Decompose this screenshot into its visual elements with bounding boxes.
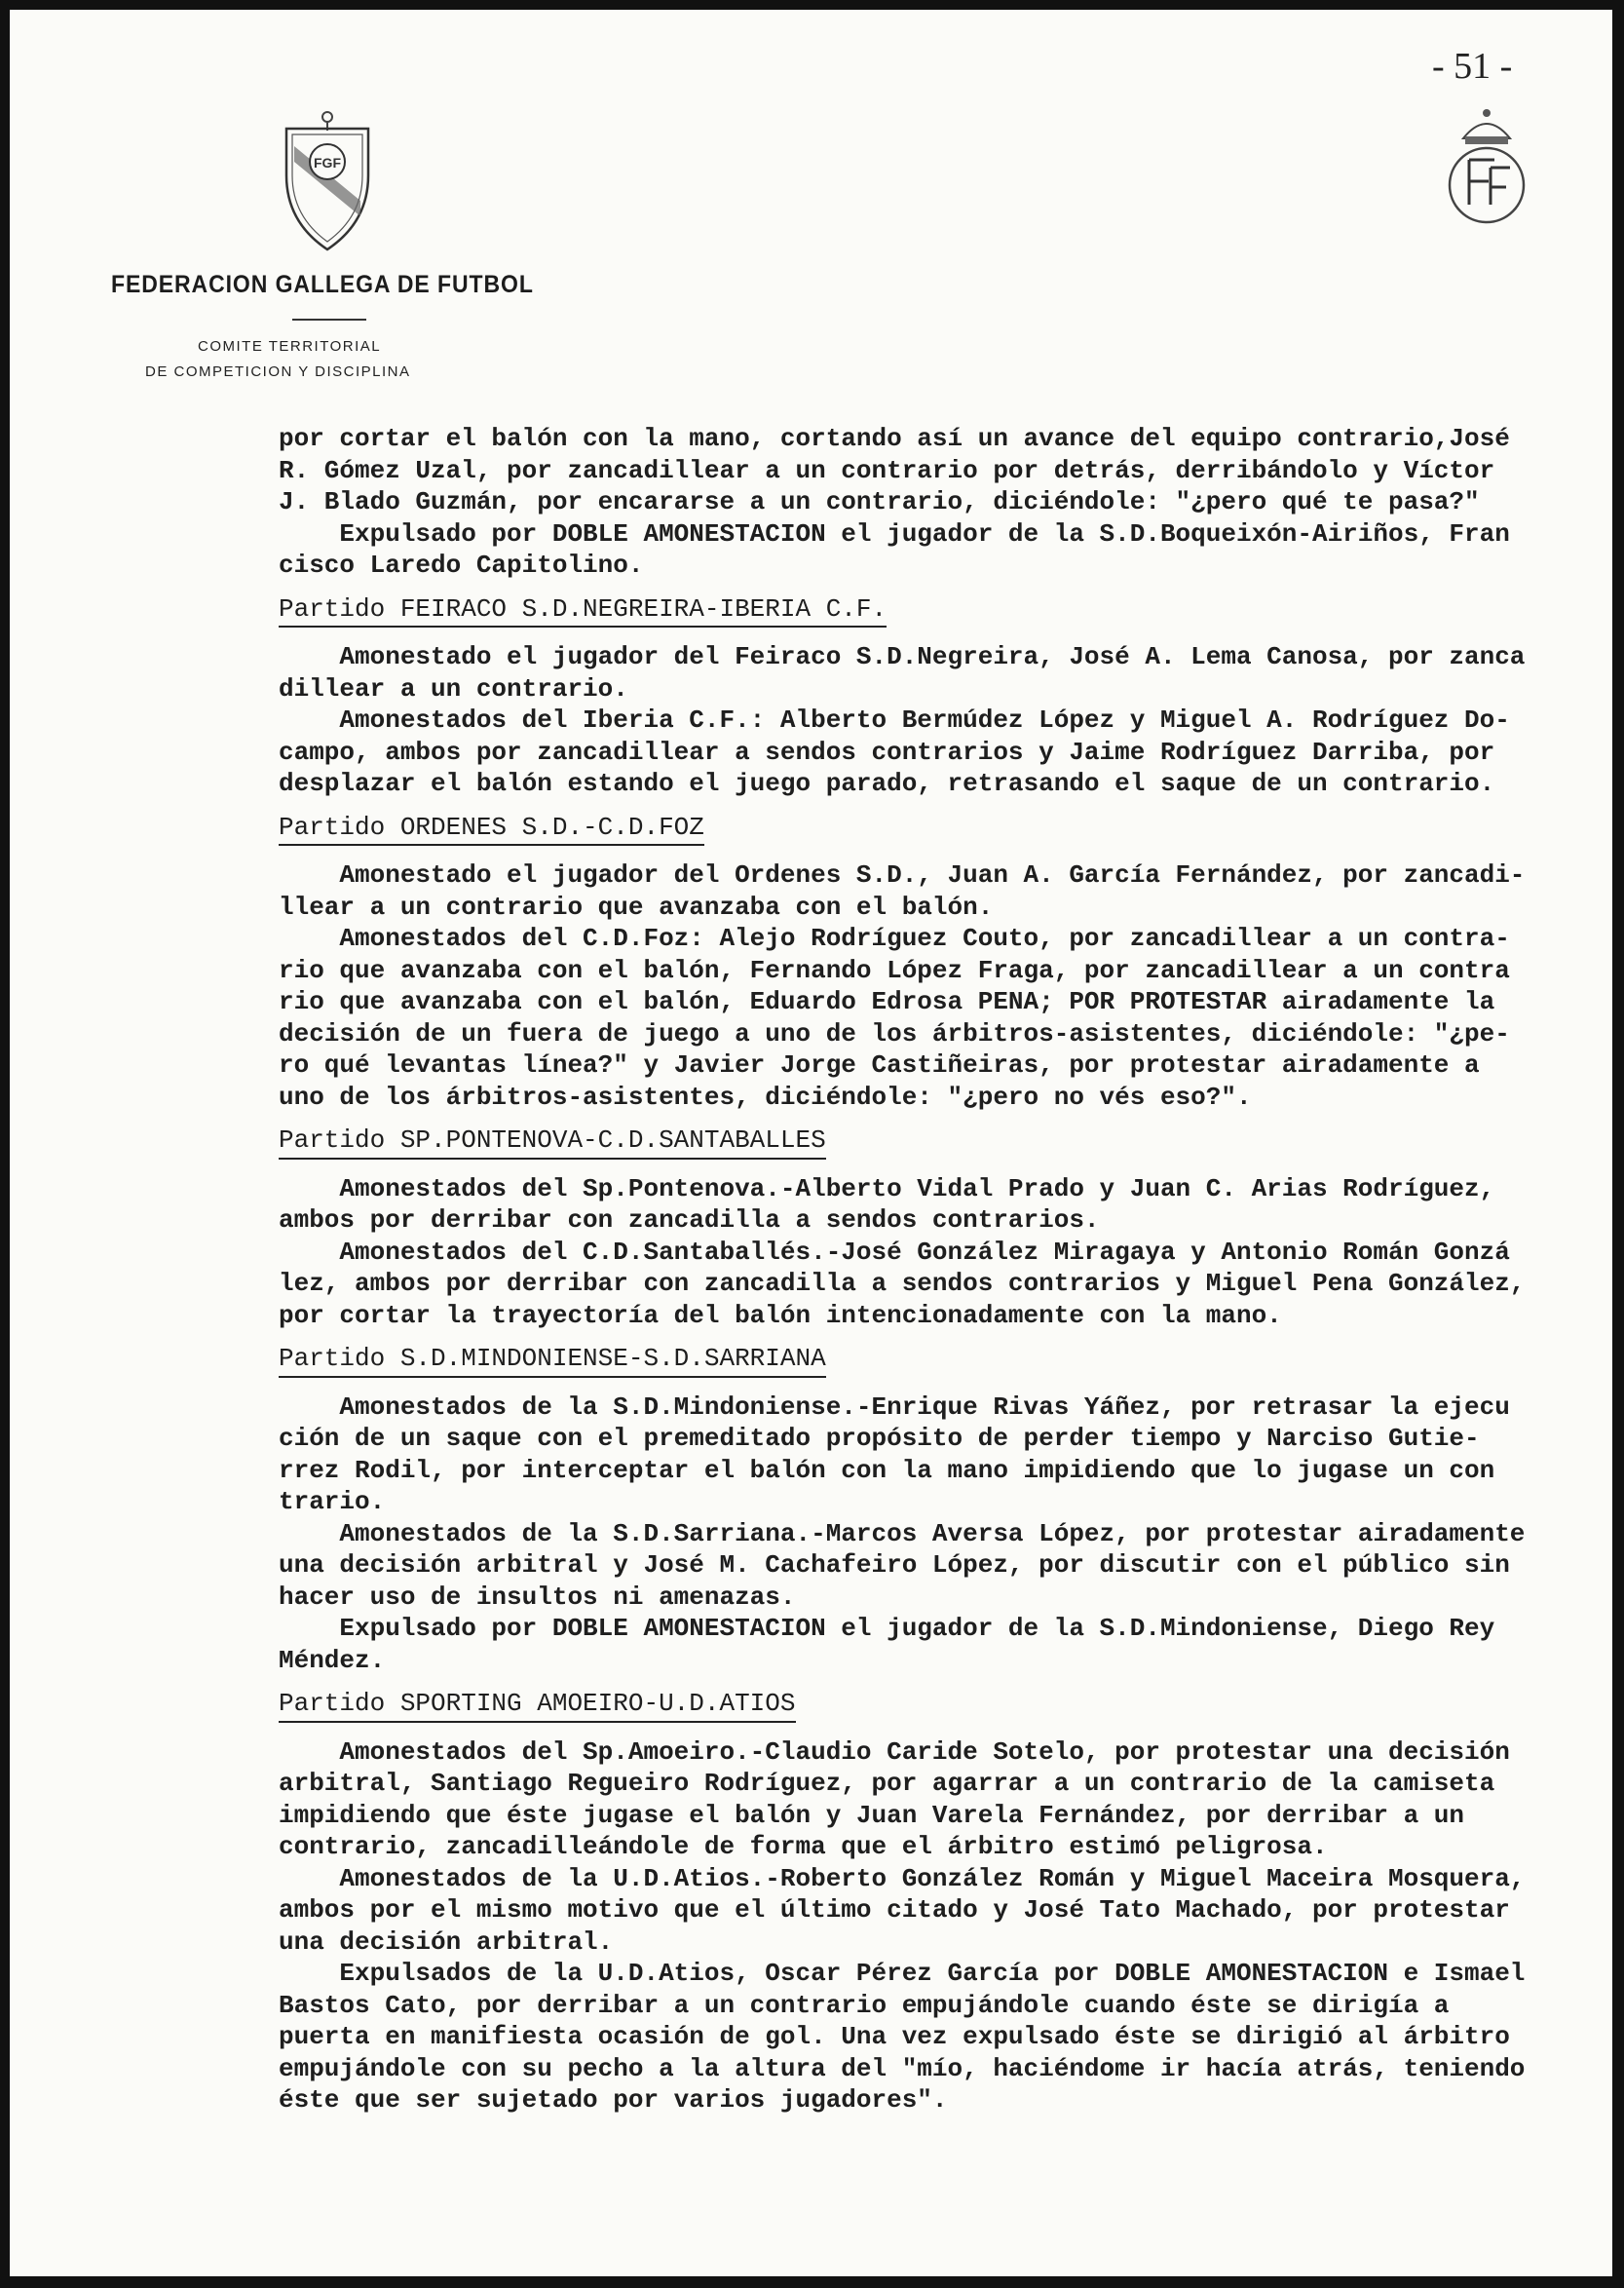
text-line: Amonestados de la S.D.Sarriana.-Marcos Aversa López, por protestar airadamente bbox=[279, 1518, 1526, 1548]
text-line: Amonestados del Iberia C.F.: Alberto Bermúdez López y Miguel A. Rodríguez Do- bbox=[279, 705, 1510, 735]
intro-paragraph bbox=[279, 423, 1612, 582]
text-line: Expulsado por DOBLE AMONESTACION el jugador de la S.D.Mindoniense, Diego Rey bbox=[279, 1614, 1495, 1643]
text-line: ción de un saque con el premeditado propósito de perder tiempo y Narciso Gutie- bbox=[279, 1424, 1480, 1453]
text-line: lez, ambos por derribar con zancadilla a sendos contrarios y Miguel Pena González, bbox=[279, 1269, 1526, 1298]
text-line: arbitral, Santiago Regueiro Rodríguez, por agarrar a un contrario de la camiseta bbox=[279, 1769, 1495, 1798]
svg-text:FGF: FGF bbox=[314, 155, 341, 171]
text-line: Amonestados del Sp.Amoeiro.-Claudio Caride Sotelo, por protestar una decisión bbox=[279, 1736, 1510, 1767]
text-line: desplazar el balón estando el juego parado, retrasando el saque de un contrario. bbox=[279, 769, 1495, 798]
document-page bbox=[10, 10, 1612, 2276]
text-line: trario. bbox=[279, 1487, 386, 1516]
text-line: impidiendo que éste jugase el balón y Juan Varela Fernández, por derribar a un bbox=[279, 1800, 1464, 1830]
committee-name-line-2: DE COMPETICION Y DISCIPLINA bbox=[145, 363, 411, 380]
text-line: Amonestado el jugador del Feiraco S.D.Negreira, José A. Lema Canosa, por zanca bbox=[279, 642, 1526, 671]
text-line: campo, ambos por zancadillear a sendos contrarios y Jaime Rodríguez Darriba, por bbox=[279, 737, 1495, 767]
match-heading: Partido SP.PONTENOVA-C.D.SANTABALLES bbox=[279, 1125, 826, 1160]
organization-name: FEDERACION GALLEGA DE FUTBOL bbox=[111, 271, 534, 298]
text-line: rrez Rodil, por interceptar el balón con la mano impidiendo que lo jugase un con bbox=[279, 1455, 1495, 1485]
text-line: ro qué levantas línea?" y Javier Jorge Castiñeiras, por protestar airadamente a bbox=[279, 1050, 1480, 1080]
committee-name-line-1: COMITE TERRITORIAL bbox=[198, 338, 382, 355]
text-line: Méndez. bbox=[279, 1645, 386, 1675]
text-line: Expulsado por DOBLE AMONESTACION el jugador de la S.D.Boqueixón-Airiños, Fran bbox=[279, 518, 1510, 549]
text-line: llear a un contrario que avanzaba con el balón. bbox=[279, 892, 994, 922]
match-section-ordenes-foz bbox=[279, 800, 1612, 1114]
text-line: hacer uso de insultos ni amenazas. bbox=[279, 1582, 796, 1612]
text-line: J. Blado Guzmán, por encararse a un contrario, diciéndole: "¿pero qué te pasa?" bbox=[279, 487, 1480, 516]
text-line: contrario, zancadilleándole de forma que el árbitro estimó peligrosa. bbox=[279, 1832, 1328, 1861]
text-line: puerta en manifiesta ocasión de gol. Una vez expulsado éste se dirigió al árbitro bbox=[279, 2022, 1510, 2051]
match-section-pontenova-santaballes bbox=[279, 1113, 1612, 1331]
match-section-feiraco-iberia bbox=[279, 582, 1612, 800]
text-line: Amonestados del C.D.Foz: Alejo Rodríguez Couto, por zancadillear a un contra- bbox=[279, 924, 1510, 953]
crowned-emblem-icon bbox=[1442, 103, 1531, 230]
text-line: R. Gómez Uzal, por zancadillear a un contrario por detrás, derribándolo y Víctor bbox=[279, 455, 1495, 485]
text-line: decisión de un fuera de juego a uno de los árbitros-asistentes, diciéndole: "¿pe- bbox=[279, 1018, 1510, 1049]
text-line: Amonestados de la S.D.Mindoniense.-Enrique Rivas Yáñez, por retrasar la ejecu bbox=[279, 1392, 1510, 1422]
match-section-mindoniense-sarriana bbox=[279, 1331, 1612, 1676]
match-heading: Partido SPORTING AMOEIRO-U.D.ATIOS bbox=[279, 1688, 796, 1723]
text-line: una decisión arbitral y José M. Cachafeiro López, por discutir con el público sin bbox=[279, 1550, 1510, 1580]
resolution-body bbox=[279, 423, 1612, 2116]
text-line: uno de los árbitros-asistentes, diciéndole: "¿pero no vés eso?". bbox=[279, 1082, 1252, 1112]
match-heading: Partido FEIRACO S.D.NEGREIRA-IBERIA C.F. bbox=[279, 593, 887, 629]
header-divider bbox=[292, 319, 366, 321]
page-number: - 51 - bbox=[1432, 46, 1513, 87]
text-line: Amonestado el jugador del Ordenes S.D., Juan A. García Fernández, por zancadi- bbox=[279, 860, 1526, 890]
text-line: ambos por derribar con zancadilla a sendos contrarios. bbox=[279, 1205, 1100, 1235]
text-line: por cortar el balón con la mano, cortando así un avance del equipo contrario,José bbox=[279, 424, 1510, 453]
text-line: Amonestados de la U.D.Atios.-Roberto González Román y Miguel Maceira Mosquera, bbox=[279, 1863, 1526, 1893]
text-line: cisco Laredo Capitolino. bbox=[279, 551, 644, 580]
text-line: dillear a un contrario. bbox=[279, 673, 628, 704]
federation-shield-icon bbox=[281, 107, 374, 253]
text-line: rio que avanzaba con el balón, Fernando López Fraga, por zancadillear a un contra bbox=[279, 955, 1510, 985]
match-heading: Partido ORDENES S.D.-C.D.FOZ bbox=[279, 812, 704, 847]
text-line: ambos por el mismo motivo que el último citado y José Tato Machado, por protestar bbox=[279, 1895, 1510, 1925]
match-heading: Partido S.D.MINDONIENSE-S.D.SARRIANA bbox=[279, 1343, 826, 1378]
match-section-amoeiro-atios bbox=[279, 1676, 1612, 2116]
text-line: Expulsados de la U.D.Atios, Oscar Pérez García por DOBLE AMONESTACION e Ismael bbox=[279, 1959, 1526, 1988]
text-line: Amonestados del Sp.Pontenova.-Alberto Vidal Prado y Juan C. Arias Rodríguez, bbox=[279, 1173, 1495, 1203]
text-line: empujándole con su pecho a la altura del "mío, haciéndome ir hacía atrás, teniendo bbox=[279, 2053, 1526, 2083]
text-line: éste que ser sujetado por varios jugadores". bbox=[279, 2085, 948, 2115]
text-line: Amonestados del C.D.Santaballés.-José González Miragaya y Antonio Román Gonzá bbox=[279, 1237, 1510, 1267]
text-line: una decisión arbitral. bbox=[279, 1926, 614, 1957]
text-line: por cortar la trayectoría del balón intencionadamente con la mano. bbox=[279, 1300, 1282, 1330]
text-line: rio que avanzaba con el balón, Eduardo Edrosa PENA; POR PROTESTAR airadamente la bbox=[279, 987, 1495, 1016]
text-line: Bastos Cato, por derribar a un contrario empujándole cuando éste se dirigía a bbox=[279, 1990, 1450, 2020]
